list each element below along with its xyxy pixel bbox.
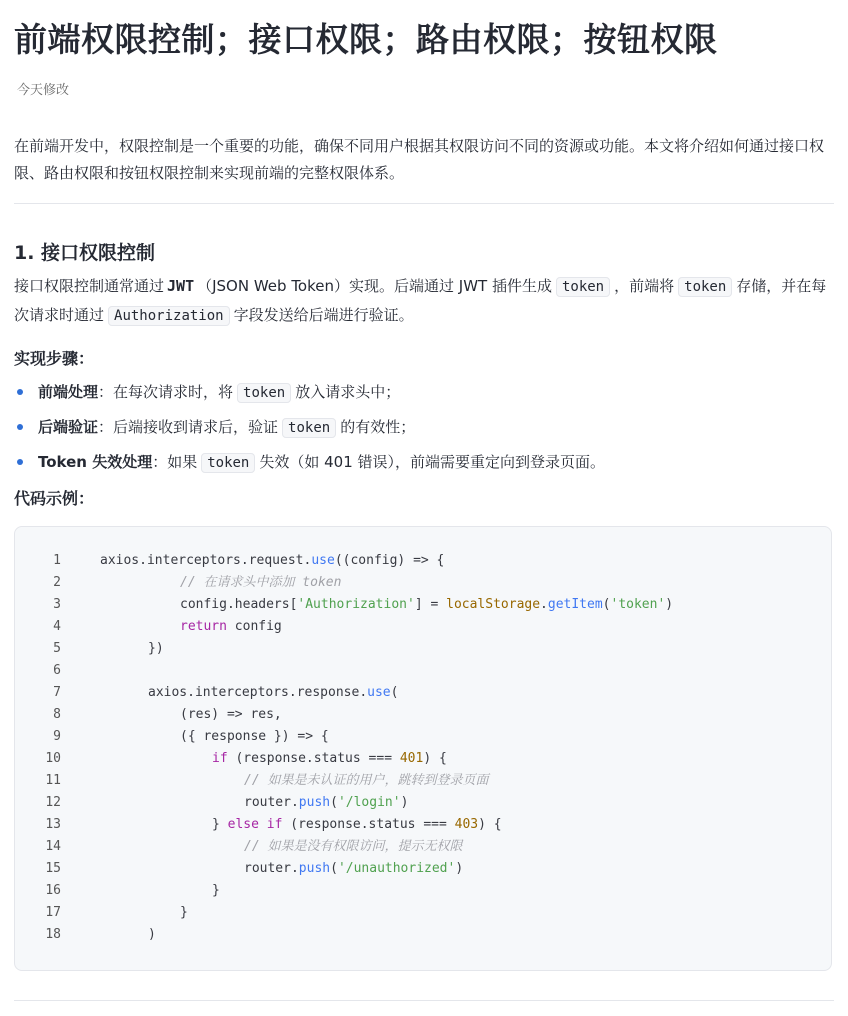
code-token: axios.interceptors.response.	[148, 685, 368, 700]
article-title: 前端权限控制；接口权限；路由权限；按钮权限	[14, 20, 718, 59]
code-text	[212, 748, 447, 770]
code-token: axios.interceptors.request.	[100, 553, 312, 568]
code-line	[15, 814, 502, 836]
code-line	[15, 660, 61, 682]
code-token: )	[665, 597, 674, 612]
code-line	[15, 616, 282, 638]
code-token: }	[212, 883, 220, 898]
list-item	[14, 448, 605, 483]
bullet-icon	[17, 389, 23, 395]
article-meta: 今天修改	[17, 83, 70, 98]
code-line	[15, 726, 329, 748]
code-token: ) {	[478, 817, 502, 832]
jwt-keyword: JWT	[167, 277, 195, 295]
code-comment: // 如果是没有权限访问，提示无权限	[244, 839, 463, 854]
code-example-heading: 代码示例：	[14, 489, 95, 508]
code-token: push	[298, 795, 331, 810]
bullet-icon	[17, 424, 23, 430]
para-text: 接口权限控制通常通过	[14, 277, 165, 295]
line-number: 11	[45, 773, 61, 788]
step-text: 放入请求头中；	[295, 383, 401, 401]
code-string: '/login'	[337, 795, 401, 810]
inline-code: token	[237, 383, 291, 403]
line-number: 18	[45, 927, 61, 942]
code-token: (	[390, 685, 399, 700]
step-label: Token 失效处理	[38, 453, 153, 471]
step-text: ：如果	[152, 453, 198, 471]
code-line	[15, 748, 447, 770]
code-token: use	[367, 685, 391, 700]
code-line	[15, 704, 282, 726]
code-comment: // 在请求头中添加 token	[180, 575, 342, 590]
code-text	[148, 682, 398, 704]
section-heading: 1. 接口权限控制	[14, 242, 156, 264]
divider	[14, 1000, 834, 1001]
code-line	[15, 902, 188, 924]
list-item	[14, 413, 605, 448]
code-text	[180, 572, 341, 594]
code-keyword: return	[180, 619, 227, 634]
line-number: 9	[53, 729, 61, 744]
para-text: ，前端将	[614, 277, 675, 295]
code-line	[15, 638, 164, 660]
line-number: 16	[45, 883, 61, 898]
inline-code: token	[556, 277, 610, 297]
code-line	[15, 836, 463, 858]
code-text	[100, 550, 444, 572]
line-number: 7	[53, 685, 61, 700]
code-token: ({ response }) => {	[180, 729, 329, 744]
line-number: 17	[45, 905, 61, 920]
step-text: ：后端接收到请求后，验证	[98, 418, 279, 436]
code-token: config.headers[	[180, 597, 298, 612]
line-number: 12	[45, 795, 61, 810]
inline-code: Authorization	[108, 306, 230, 326]
line-number: 4	[53, 619, 61, 634]
code-line	[15, 572, 342, 594]
code-number: 403	[454, 817, 479, 832]
code-text	[180, 594, 673, 616]
code-token: (	[602, 597, 611, 612]
code-line	[15, 858, 464, 880]
code-keyword: if	[212, 751, 228, 766]
code-text	[180, 726, 329, 748]
code-text	[244, 770, 488, 792]
para-text: 存储，并在每次请求时通过	[14, 277, 827, 324]
code-token: })	[148, 641, 164, 656]
code-token: router.	[244, 861, 299, 876]
code-line	[15, 550, 445, 572]
divider	[14, 203, 834, 204]
step-text: ：在每次请求时，将	[98, 383, 234, 401]
para-text: （JSON Web Token）实现。后端通过 JWT 插件生成	[197, 277, 552, 295]
code-token: ] =	[414, 597, 447, 612]
step-label: 后端验证	[38, 418, 99, 436]
code-text	[244, 792, 408, 814]
inline-code: token	[282, 418, 336, 438]
code-text	[148, 638, 164, 660]
code-token: localStorage	[446, 597, 541, 612]
code-token: config	[226, 619, 282, 634]
line-number: 8	[53, 707, 61, 722]
step-label: 前端处理	[38, 383, 99, 401]
list-item	[14, 378, 605, 413]
code-line	[15, 682, 399, 704]
steps-heading: 实现步骤：	[14, 349, 95, 368]
code-token: )	[400, 795, 409, 810]
code-line	[15, 792, 409, 814]
code-keyword: else if	[227, 817, 283, 832]
code-text	[244, 858, 463, 880]
steps-list	[14, 378, 605, 483]
line-number: 6	[53, 663, 61, 678]
inline-code: token	[201, 453, 255, 473]
code-line	[15, 880, 220, 902]
code-text	[212, 880, 220, 902]
code-token: .	[540, 597, 548, 612]
code-line	[15, 924, 156, 946]
code-token: (res) => res,	[180, 707, 282, 722]
code-block[interactable]	[14, 526, 832, 971]
code-text	[244, 836, 462, 858]
code-text	[180, 704, 282, 726]
para-text: 字段发送给后端进行验证。	[233, 306, 414, 324]
code-token: (	[330, 861, 338, 876]
bullet-icon	[17, 459, 23, 465]
code-comment: // 如果是未认证的用户，跳转到登录页面	[244, 773, 489, 788]
code-token: getItem	[547, 597, 603, 612]
code-string: '/unauthorized'	[337, 861, 456, 876]
line-number: 5	[53, 641, 61, 656]
line-number: 3	[53, 597, 61, 612]
intro-paragraph: 在前端开发中，权限控制是一个重要的功能，确保不同用户根据其权限访问不同的资源或功能。本文将介绍如何通过接口权限、路由权限和按钮权限控制来实现前端的完整权限体系。	[14, 137, 825, 182]
code-number: 401	[399, 751, 424, 766]
code-string: 'token'	[610, 597, 666, 612]
line-number: 10	[45, 751, 61, 766]
section-paragraph	[14, 272, 832, 330]
code-text	[148, 924, 156, 946]
code-token: )	[455, 861, 464, 876]
code-token: use	[311, 553, 335, 568]
code-text	[180, 902, 188, 924]
code-token: (response.status ===	[282, 817, 455, 832]
line-number: 14	[45, 839, 61, 854]
code-line	[15, 770, 489, 792]
code-token: router.	[244, 795, 299, 810]
code-text	[212, 814, 502, 836]
inline-code: token	[678, 277, 732, 297]
line-number: 13	[45, 817, 61, 832]
code-line	[15, 594, 674, 616]
line-number: 2	[53, 575, 61, 590]
code-token: ) {	[423, 751, 447, 766]
line-number: 15	[45, 861, 61, 876]
code-token: (	[330, 795, 338, 810]
code-token: }	[180, 905, 188, 920]
code-text	[180, 616, 282, 638]
line-number: 1	[53, 553, 61, 568]
code-token: (response.status ===	[227, 751, 400, 766]
code-token: )	[148, 927, 156, 942]
step-text: 的有效性；	[340, 418, 416, 436]
code-token: ((config) => {	[334, 553, 445, 568]
code-string: 'Authorization'	[297, 597, 415, 612]
code-token: }	[212, 817, 228, 832]
code-token: push	[298, 861, 331, 876]
step-text: 失效（如 401 错误），前端需要重定向到登录页面。	[259, 453, 606, 471]
